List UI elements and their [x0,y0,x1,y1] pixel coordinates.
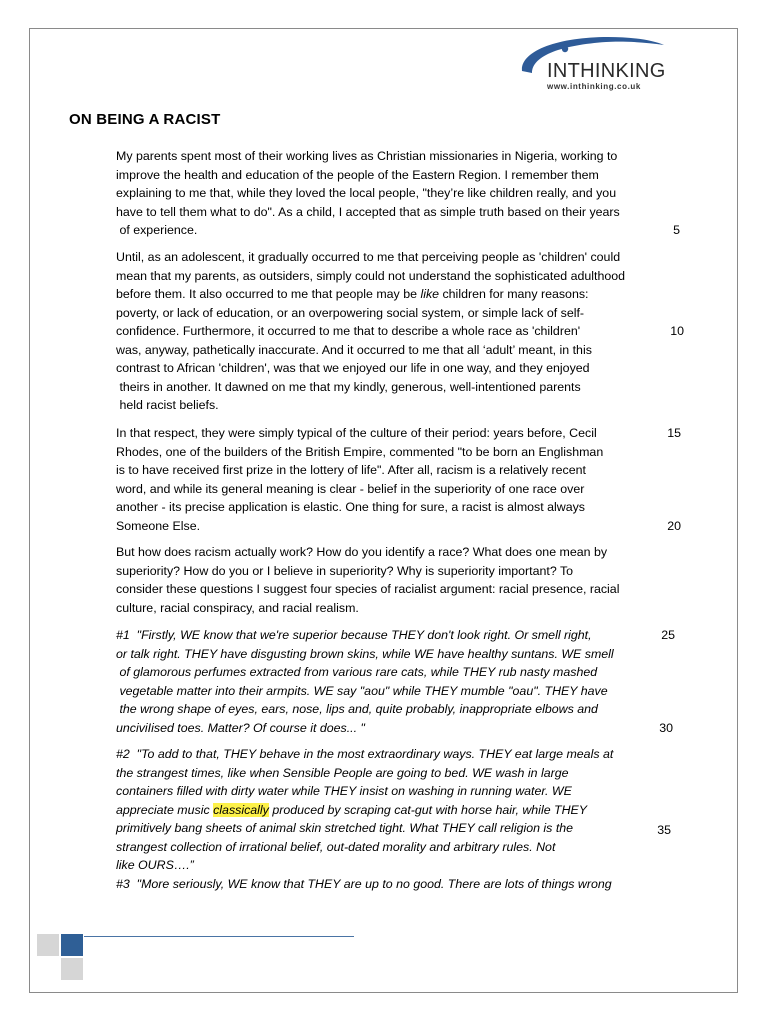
text-line: held racist beliefs. [116,398,219,412]
text-line: another - its precise application is elastic. One thing for sure, a racist is almost always [116,500,585,514]
inthinking-logo [518,33,668,95]
line-number: 15 [667,426,681,440]
text-line: containers filled with dirty water while THEY insist on washing in running water. WE [116,784,572,798]
text-line: the wrong shape of eyes, ears, nose, lips and, quite probably, inappropriate elbows and [116,702,598,716]
footer-rule [84,936,354,937]
logo-url: www.inthinking.co.uk [547,82,641,91]
text-line: was, anyway, pathetically inaccurate. And it occurred to me that all ‘adult’ meant, in this [116,342,592,357]
text-line: Someone Else. [116,518,201,533]
text-line: But how does racism actually work? How do you identify a race? What does one mean by [116,545,608,559]
highlighted-word: classically [213,802,269,817]
footer-square-grey [37,934,59,956]
text-line: of glamorous perfumes extracted from various rare cats, while THEY rub nasty mashed [116,665,598,679]
text-line: In that respect, they were simply typical of the culture of their period: years before, Cecil [116,426,597,440]
line-number: 25 [661,628,675,642]
text-line: mean that my parents, as outsiders, simply could not understand the sophisticated adulthood [116,268,626,283]
text-line: appreciate music classically produced by scraping cat-gut with horse hair, while THEY [116,802,588,817]
text-line: confidence. Furthermore, it occurred to me that to describe a whole race as 'children' [116,324,581,338]
text-line: culture, racial conspiracy, and racial realism. [116,600,359,615]
text-line: before them. It also occurred to me that people may be like children for many reasons: [116,287,589,301]
text-line: the strangest times, like when Sensible People are going to bed. WE wash in large [116,765,569,780]
text-line: strangest collection of irrational belief, out-dated morality and arbitrary rules. Not [116,839,556,854]
line-number: 5 [673,223,680,237]
text-line: vegetable matter into their armpits. WE say "aou" while THEY mumble "oau". THEY have [116,683,608,698]
line-number: 20 [667,518,681,533]
text-line: word, and while its general meaning is clear - belief in the superiority of one race over [116,481,585,496]
page-title: ON BEING A RACIST [69,111,221,128]
text-line: have to tell them what to do". As a child, I accepted that as simple truth based on their years [116,204,620,219]
text-line: #2 "To add to that, THEY behave in the most extraordinary ways. THEY eat large meals at [116,747,614,761]
text-line: #3 "More seriously, WE know that THEY are up to no good. There are lots of things wrong [116,877,612,891]
text-line: unciviIised toes. Matter? Of course it does... " [116,720,365,735]
text-line: or talk right. THEY have disgusting brown skins, while WE have healthy suntans. WE smell [116,646,614,661]
text-line: primitively bang sheets of animal skin stretched tight. What THEY call religion is the [116,821,574,835]
text-line: My parents spent most of their working lives as Christian missionaries in Nigeria, working to [116,149,618,163]
text-line: is to have received first prize in the lottery of life". After all, racism is a relatively recent [116,463,586,477]
line-number: 35 [657,823,671,837]
text-line: explaining to me that, while they loved the local people, "they’re like children really, and you [116,186,617,200]
text-line: consider these questions I suggest four species of racialist argument: racial presence, racial [116,582,620,596]
emphasis-like: like [420,287,440,301]
text-line: contrast to African 'children', was that we enjoyed our life in one way, and they enjoyed [116,361,590,375]
line-number: 10 [670,324,684,338]
text-line: like OURS….” [116,858,194,872]
text-line: poverty, or lack of education, or an overpowering social system, or simple lack of self- [116,305,585,320]
text-line: Until, as an adolescent, it gradually occurred to me that perceiving people as 'children' could [116,250,621,264]
footer-square-blue [61,934,83,956]
text-line: theirs in another. It dawned on me that my kindly, generous, well-intentioned parents [116,379,581,394]
footer-square-grey [61,958,83,980]
text-line: Rhodes, one of the builders of the British Empire, commented "to be born an Englishman [116,444,604,459]
text-line: superiority? How do you or I believe in superiority? Why is superiority important? To [116,563,574,578]
text-line: of experience. [116,223,198,237]
text-line: improve the health and education of the people of the Eastern Region. I remember them [116,167,599,182]
text-line: #1 "Firstly, WE know that we're superior because THEY don't look right. Or smell right, [116,628,592,642]
line-number: 30 [659,720,673,735]
logo-wordmark: INTHINKING [547,60,666,82]
